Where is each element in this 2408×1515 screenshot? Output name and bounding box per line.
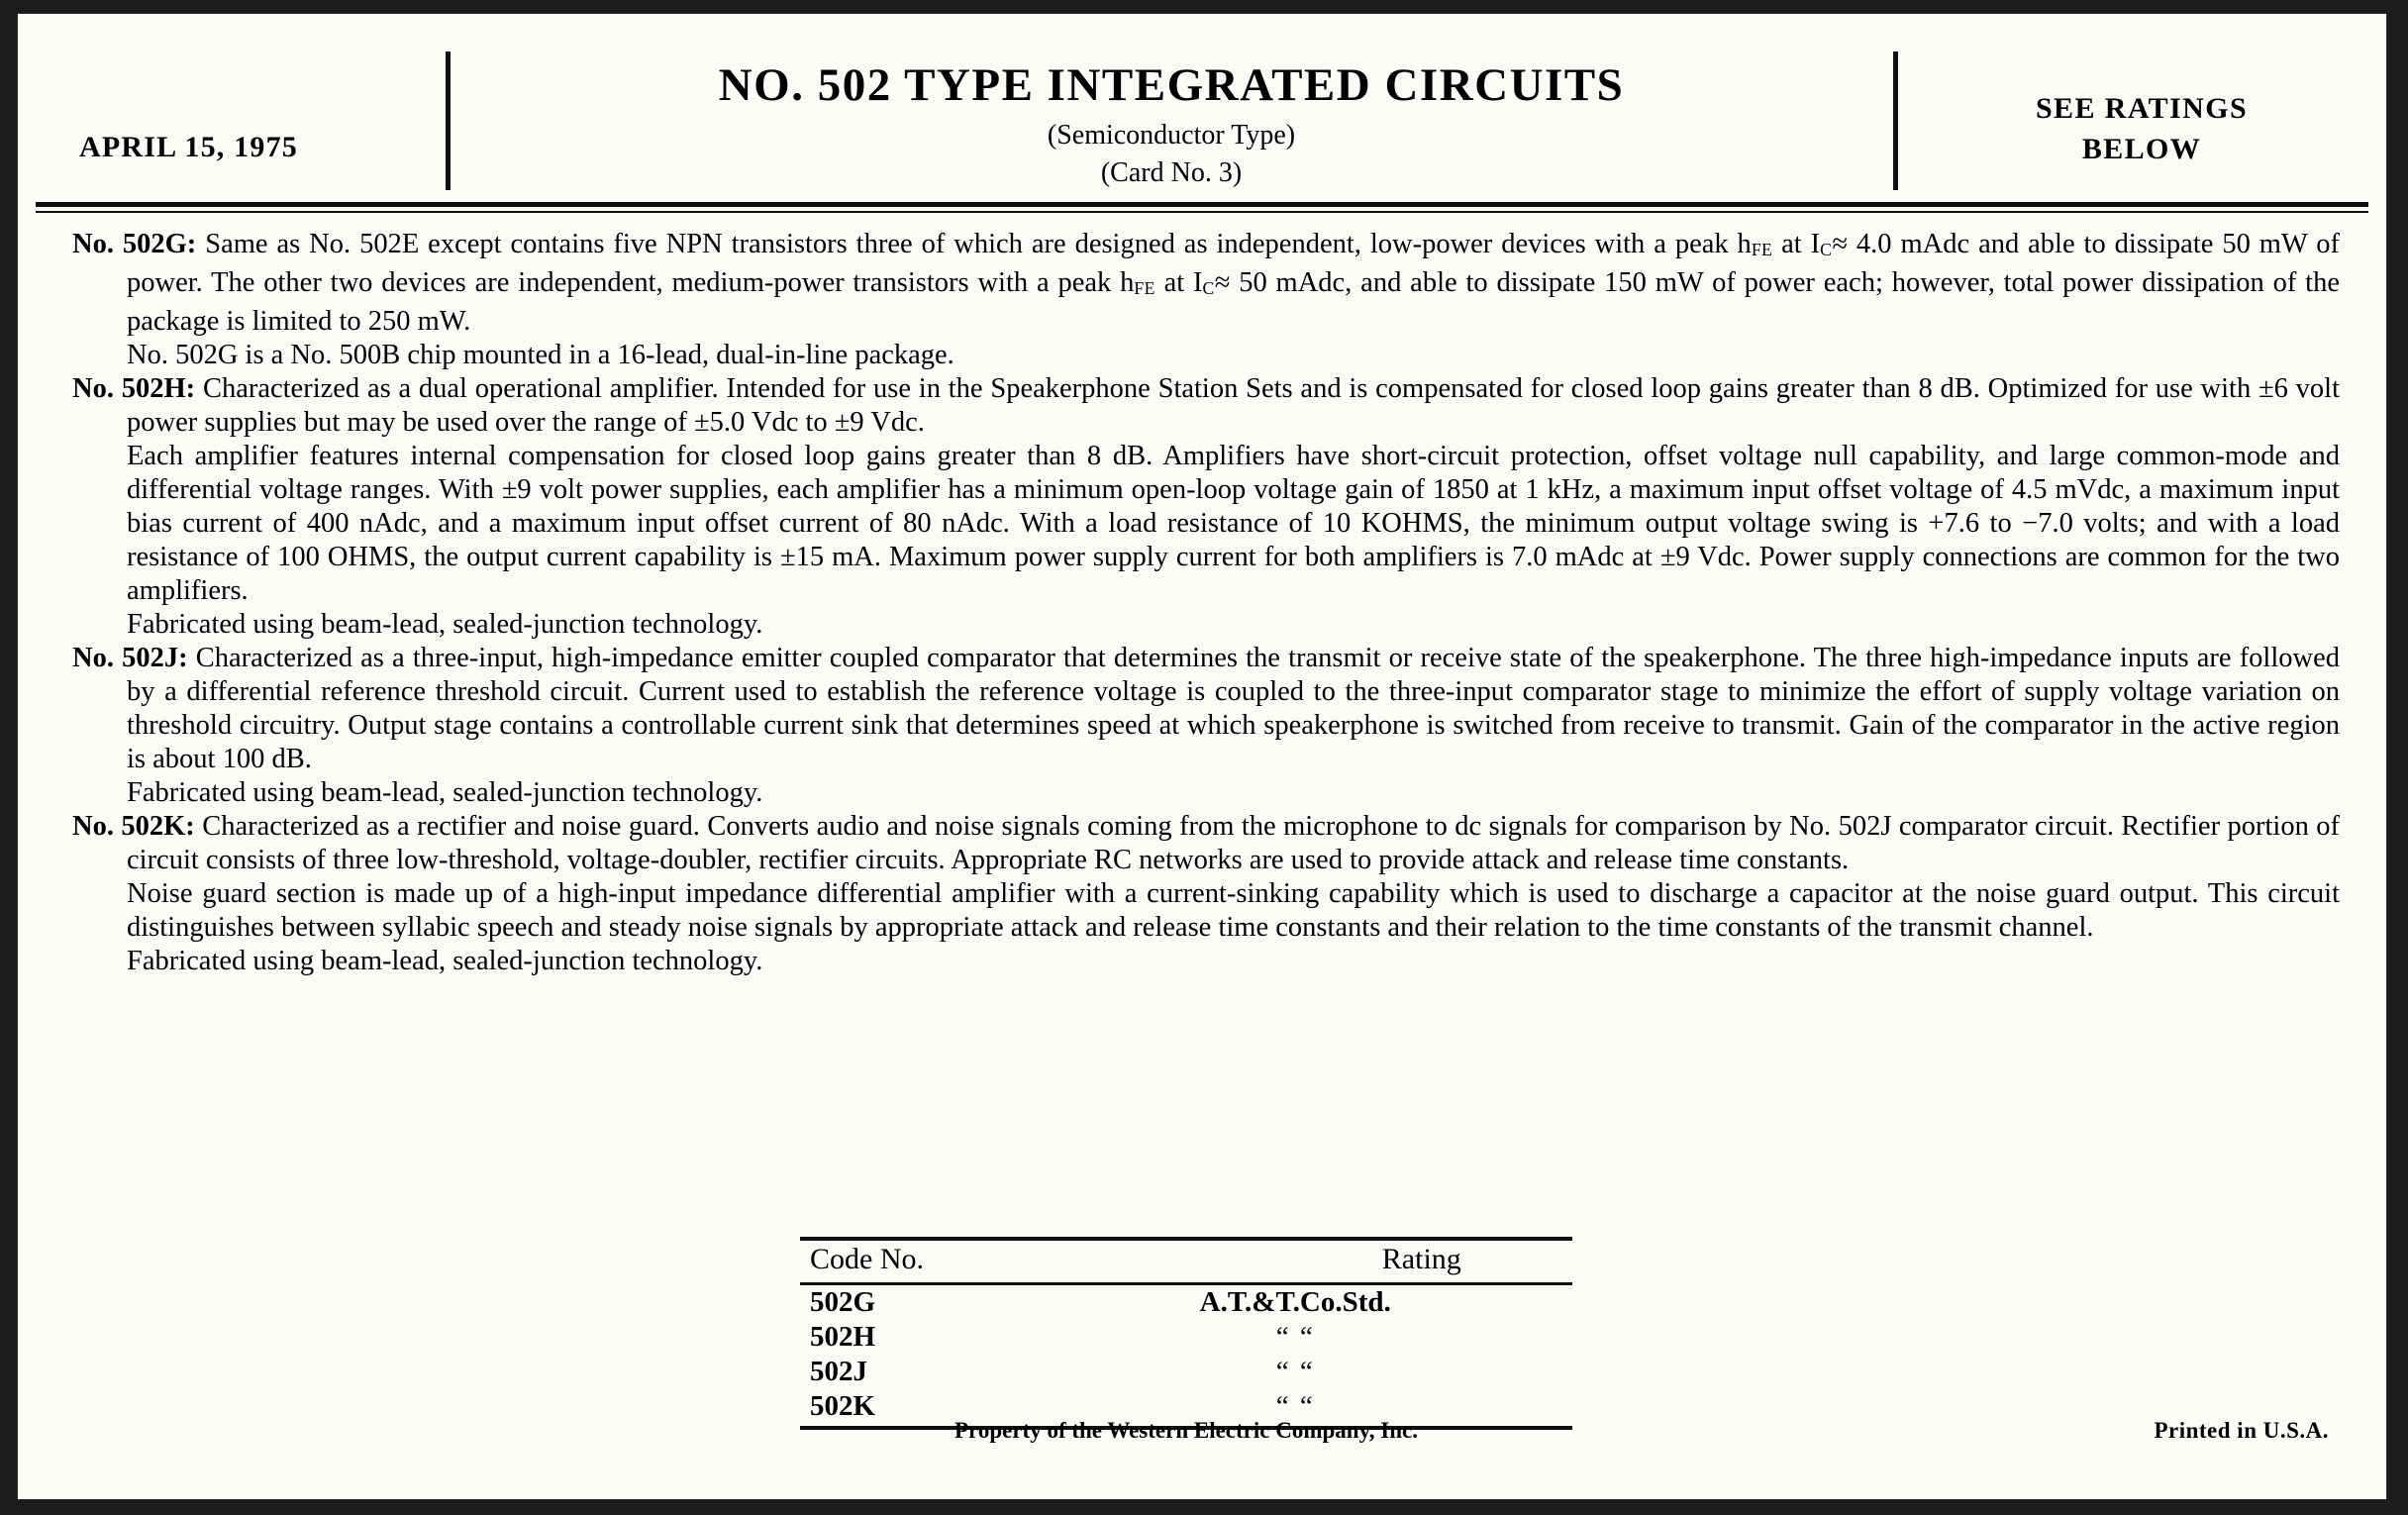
header-divider-right xyxy=(1893,51,1898,190)
header-center-block xyxy=(453,61,1889,189)
table-row xyxy=(800,1285,1572,1320)
paragraph-502k xyxy=(72,810,2340,877)
table-row xyxy=(800,1320,1572,1355)
paragraph-502k-text: Characterized as a rectifier and noise guard. Converts audio and noise signals coming from the microphone to dc signals for comparison by No. 502J comparator circuit. Rectifier portion of circuit consists of three low-threshold, voltage-doubler, rectifier circuits. Appropriate RC networks are used to provide attack and release time constants. xyxy=(127,811,2340,876)
paragraph-502g-text-4: at I xyxy=(1154,267,1203,299)
table-header-rating: Rating xyxy=(1381,1243,1461,1275)
paragraph-502j-label: No. 502J: xyxy=(72,643,188,674)
paragraph-502g-sub-1: FE xyxy=(1751,240,1773,260)
paragraph-502h-text: Characterized as a dual operational amplifier. Intended for use in the Speakerphone Station Sets and is compensated for closed loop gains greater than 8 dB. Optimized for use with ±6 volt power supplies but may be used over the range of ±5.0 Vdc to ±9 Vdc. xyxy=(127,373,2340,439)
ratings-note-line1: SEE RATINGS xyxy=(2035,92,2249,125)
paragraph-502g-sub-4: C xyxy=(1202,278,1215,299)
ratings-note-line2: BELOW xyxy=(2081,132,2202,165)
footer-property-notice: Property of the Western Electric Company, Inc. xyxy=(953,1418,1419,1443)
paragraph-502g-sub-3: FE xyxy=(1134,278,1155,299)
paragraph-fabricated-2: Fabricated using beam-lead, sealed-junction technology. xyxy=(127,777,763,809)
footer-printed-in: Printed in U.S.A. xyxy=(2154,1418,2329,1443)
document-page xyxy=(18,14,2386,1499)
page-header xyxy=(18,14,2386,190)
table-cell-rating: “ “ xyxy=(1275,1356,1315,1387)
header-rule-thick xyxy=(36,202,2368,207)
table-cell-rating: “ “ xyxy=(1275,1390,1315,1422)
paragraph-502g-sub-2: C xyxy=(1820,240,1833,260)
ratings-note xyxy=(1899,89,2384,169)
ratings-table-body xyxy=(800,1285,1572,1424)
paragraph-502g-text-2: at I xyxy=(1772,229,1821,259)
paragraph-502k-label: No. 502K: xyxy=(72,811,195,843)
paragraph-502h-label: No. 502H: xyxy=(72,373,196,405)
ratings-table-wrapper xyxy=(800,1237,1572,1430)
paragraph-502g-text-3: ≈ 4.0 mAdc and able to dissipate 50 mW of power. The other two devices are independent, medium-power transistors with a peak h xyxy=(127,229,2341,299)
page-subtitle-type: (Semiconductor Type) xyxy=(1047,120,1296,152)
table-cell-code: 502G xyxy=(810,1286,876,1318)
paragraph-noise-guard: Noise guard section is made up of a high-input impedance differential amplifier with a current-sinking capability which is used to discharge a capacitor at the noise guard output. This circuit distinguishes between syllabic speech and steady noise signals by appropriate attack and release time constants and their relation to the time constants of the transmit channel. xyxy=(127,878,2340,944)
document-body xyxy=(72,228,2340,978)
table-cell-code: 502K xyxy=(810,1390,876,1422)
table-header-row xyxy=(800,1241,1572,1282)
table-header-code: Code No. xyxy=(810,1243,924,1275)
header-rule-thin xyxy=(36,211,2368,213)
header-divider-left xyxy=(446,51,451,190)
paragraph-fabricated-1: Fabricated using beam-lead, sealed-junction technology. xyxy=(127,609,763,641)
paragraph-502g xyxy=(72,228,2340,339)
table-cell-rating: A.T.&T.Co.Std. xyxy=(1199,1286,1391,1318)
table-row xyxy=(800,1355,1572,1389)
page-title: NO. 502 TYPE INTEGRATED CIRCUITS xyxy=(718,59,1625,111)
paragraph-amplifier-features: Each amplifier features internal compensation for closed loop gains greater than 8 dB. Amplifiers have short-circuit protection, offset voltage null capability, and large common-mode and differential voltage ranges. With ±9 volt power supplies, each amplifier has a minimum open-loop voltage gain of 1850 at 1 kHz, a maximum input offset voltage of 4.5 mVdc, a maximum input bias current of 400 nAdc, and a maximum input offset current of 80 nAdc. With a load resistance of 10 KOHMS, the minimum output voltage swing is +7.6 to −7.0 volts; and with a load resistance of 100 OHMS, the output current capability is ±15 mA. Maximum power supply current for both amplifiers is 7.0 mAdc at ±9 Vdc. Power supply connections are common for the two amplifiers. xyxy=(127,441,2340,607)
page-subtitle-card: (Card No. 3) xyxy=(1100,157,1243,189)
paragraph-502j xyxy=(72,642,2340,776)
table-cell-code: 502J xyxy=(810,1356,867,1387)
issue-date: APRIL 15, 1975 xyxy=(79,131,298,163)
paragraph-502g-text-1: Same as No. 502E except contains five NPN transistors three of which are designed as independent, low-power devices with a peak h xyxy=(196,229,1752,259)
paragraph-502h xyxy=(72,372,2340,440)
paragraph-502g-text-5: ≈ 50 mAdc, and able to dissipate 150 mW of power each; however, total power dissipation of the package is limited to 250 mW. xyxy=(127,267,2340,338)
paragraph-502j-text: Characterized as a three-input, high-impedance emitter coupled comparator that determines the transmit or receive state of the speakerphone. The three high-impedance inputs are followed by a differential reference threshold circuit. Current used to establish the reference voltage is coupled to the three-input comparator stage to minimize the effort of supply voltage variation on threshold circuitry. Output stage contains a controllable current sink that determines speed at which speakerphone is switched from receive to transmit. Gain of the comparator in the active region is about 100 dB. xyxy=(127,643,2340,775)
table-cell-rating: “ “ xyxy=(1275,1321,1315,1353)
paragraph-502g-label: No. 502G: xyxy=(72,229,197,259)
table-cell-code: 502H xyxy=(810,1321,876,1353)
paragraph-fabricated-3: Fabricated using beam-lead, sealed-junction technology. xyxy=(127,946,763,977)
ratings-table xyxy=(800,1241,1572,1282)
paragraph-502g-chip: No. 502G is a No. 500B chip mounted in a 16-lead, dual-in-line package. xyxy=(127,340,954,371)
